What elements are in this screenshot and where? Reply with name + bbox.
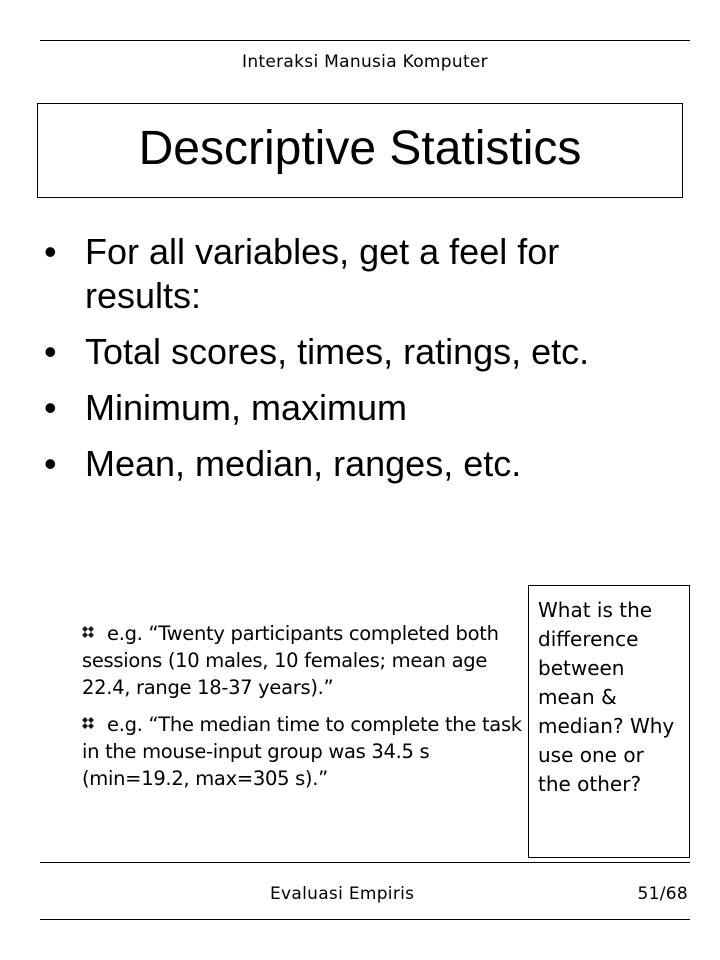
title-box — [37, 103, 683, 198]
example-list — [82, 620, 522, 802]
footer-rule-bottom — [40, 919, 690, 920]
bullet-dot-icon: • — [44, 387, 57, 428]
callout-text: What is the difference between mean & median? Why use one or the other? — [538, 598, 675, 796]
bullet-dot-icon: • — [44, 231, 57, 272]
bullet-dot-icon: • — [44, 443, 57, 484]
bullet-item — [44, 230, 664, 318]
bullet-text: Mean, median, ranges, etc. — [85, 443, 522, 484]
bullet-text: Minimum, maximum — [85, 387, 408, 428]
bullet-dot-icon: • — [44, 331, 57, 372]
page-number: 51/68 — [637, 884, 688, 904]
example-text: e.g. “The median time to complete the task in the mouse-input group was 34.5 s (min=19.2, max=305 s).” — [82, 713, 522, 790]
diamond-bullet-icon — [82, 626, 94, 638]
diamond-bullet-icon — [82, 717, 94, 729]
header-rule — [40, 40, 690, 41]
bullet-text: Total scores, times, ratings, etc. — [85, 331, 590, 372]
example-item — [82, 711, 522, 792]
slide-title: Descriptive Statistics — [138, 121, 582, 175]
bullet-item — [44, 442, 664, 486]
example-text: e.g. “Twenty participants completed both sessions (10 males, 10 females; mean age 22.4, range 18-37 years).” — [82, 622, 499, 699]
footer-rule-top — [40, 862, 690, 863]
bullet-item — [44, 330, 664, 374]
bullet-text: For all variables, get a feel for results: — [85, 231, 560, 316]
bullet-item — [44, 386, 664, 430]
bullet-list — [44, 230, 664, 498]
callout-box — [528, 585, 690, 858]
example-item — [82, 620, 522, 701]
footer-topic: Evaluasi Empiris — [270, 884, 415, 904]
course-header: Interaksi Manusia Komputer — [242, 52, 488, 72]
